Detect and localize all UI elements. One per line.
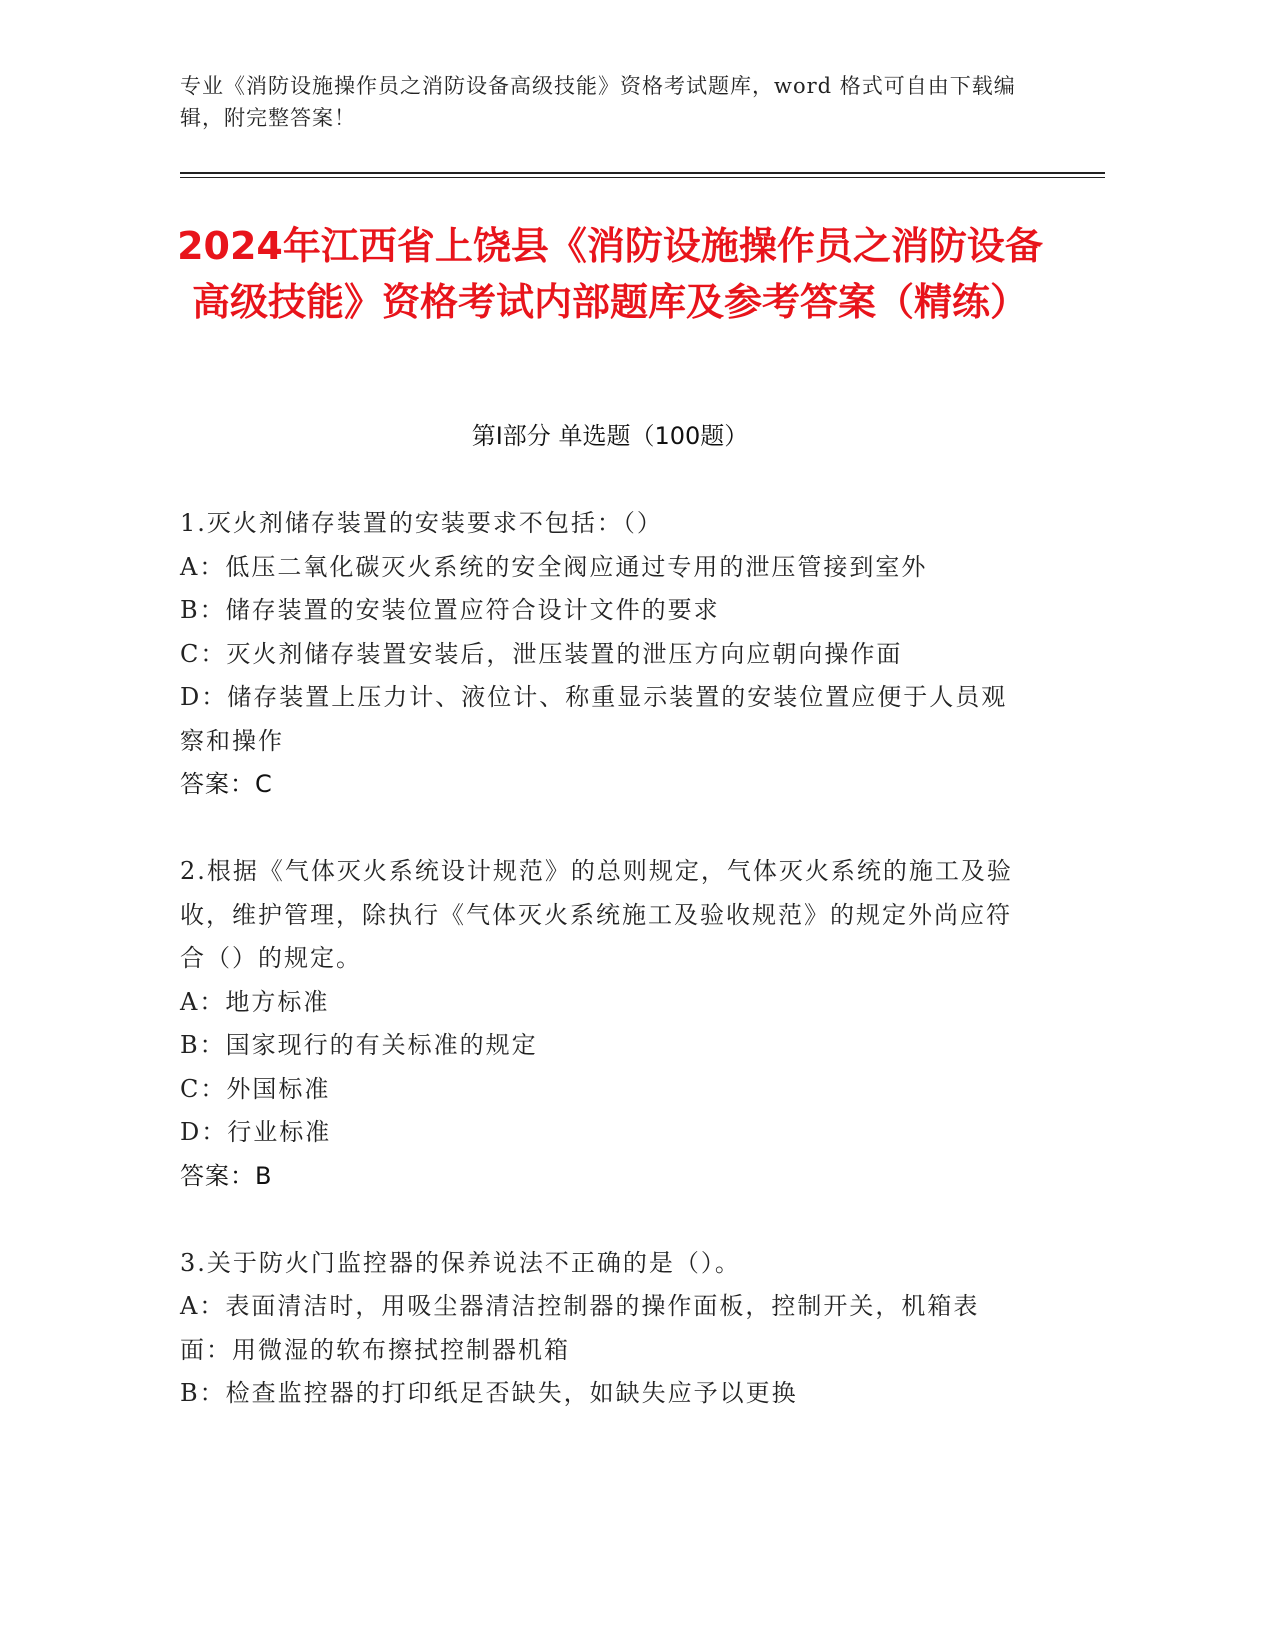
option-a: A：表面清洁时，用吸尘器清洁控制器的操作面板，控制开关，机箱表面：用微湿的软布擦拭控制器机箱 — [180, 1292, 980, 1364]
page-header: 专业《消防设施操作员之消防设备高级技能》资格考试题库，word 格式可自由下载编辑，附完整答案！ — [180, 74, 1016, 130]
question-list — [180, 502, 1030, 1416]
option-b: B：检查监控器的打印纸足否缺失，如缺失应予以更换 — [180, 1379, 798, 1407]
option-b: B：国家现行的有关标准的规定 — [180, 1031, 538, 1059]
option-a: A：地方标准 — [180, 987, 330, 1016]
option-c: C：外国标准 — [180, 1074, 331, 1103]
question-1 — [180, 502, 1030, 807]
option-b: B：储存装置的安装位置应符合设计文件的要求 — [180, 596, 720, 624]
option-d: D：行业标准 — [180, 1118, 332, 1146]
question-stem: 3.关于防火门监控器的保养说法不正确的是（）。 — [180, 1248, 741, 1277]
question-2 — [180, 850, 1030, 1198]
answer: 答案：C — [180, 770, 273, 798]
section-heading: 第Ⅰ部分 单选题（100题） — [471, 422, 749, 450]
header-rule-thin — [180, 177, 1105, 178]
question-stem: 2.根据《气体灭火系统设计规范》的总则规定，气体灭火系统的施工及验收，维护管理，除执行《气体灭火系统施工及验收规范》的规定外尚应符合（）的规定。 — [180, 857, 1013, 972]
document-title: 2024年江西省上饶县《消防设施操作员之消防设备高级技能》资格考试内部题库及参考答案（精练） — [177, 224, 1043, 324]
answer: 答案：B — [180, 1161, 273, 1190]
option-c: C：灭火剂储存装置安装后，泄压装置的泄压方向应朝向操作面 — [180, 639, 903, 668]
question-stem: 1.灭火剂储存装置的安装要求不包括：（） — [180, 509, 663, 537]
question-3 — [180, 1242, 1030, 1416]
header-rule-thick — [180, 172, 1105, 174]
option-a: A：低压二氧化碳灭火系统的安全阀应通过专用的泄压管接到室外 — [180, 552, 928, 581]
option-d: D：储存装置上压力计、液位计、称重显示装置的安装位置应便于人员观察和操作 — [180, 683, 1008, 755]
